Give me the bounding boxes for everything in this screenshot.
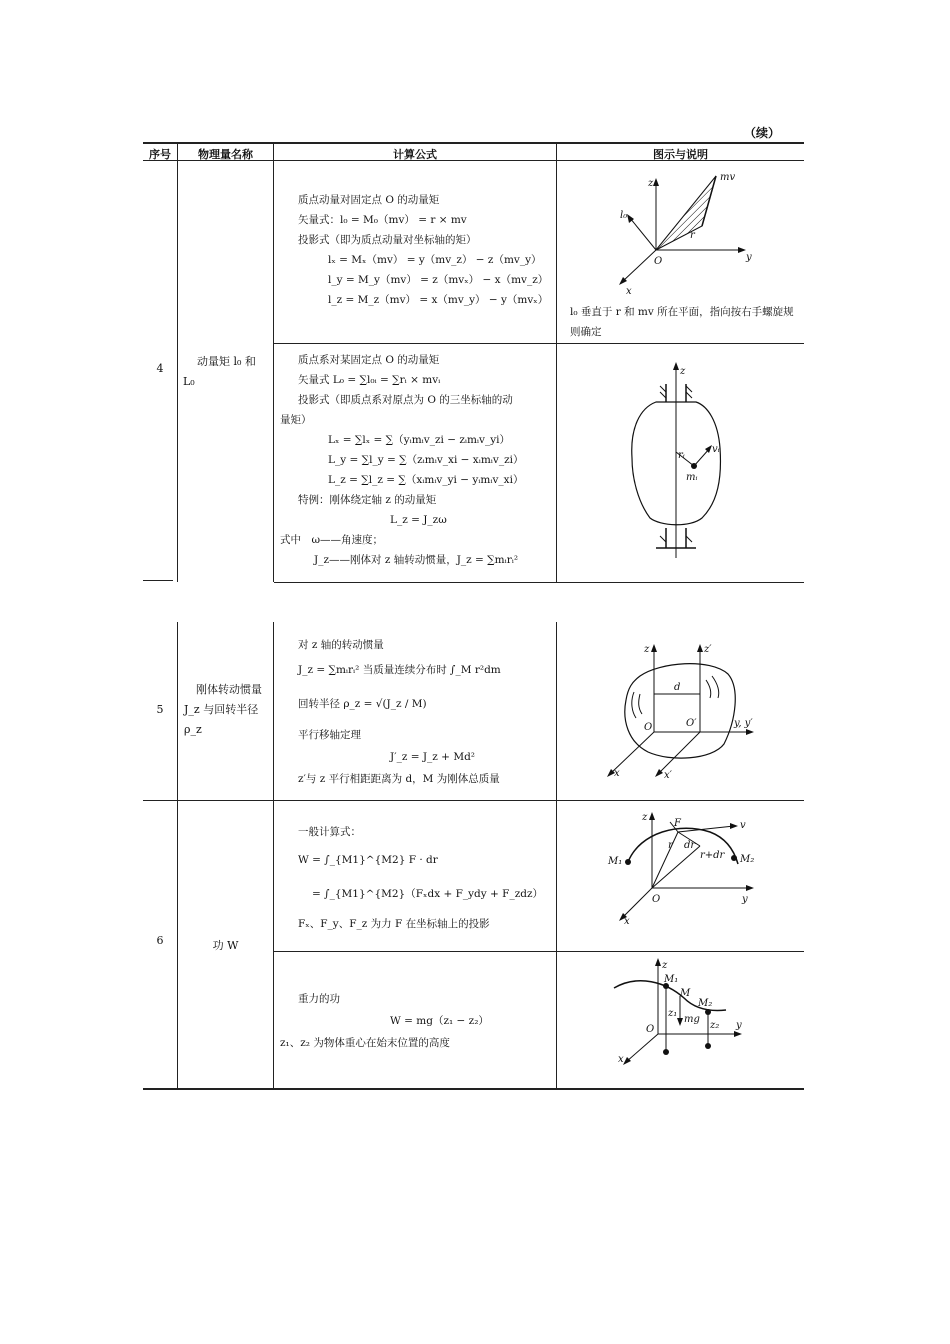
fig-label: rᵢ xyxy=(678,450,685,461)
row5-bottom-rule xyxy=(143,800,804,801)
table1-bottom-rule-right xyxy=(274,582,804,583)
fig-label: z xyxy=(644,644,650,655)
fig-label: z xyxy=(642,812,648,823)
row6a-formula xyxy=(280,820,543,936)
formula-line: W = ∫_{M1}^{M2} F · dr xyxy=(298,854,438,866)
fig-label: mᵢ xyxy=(686,472,698,483)
angular-momentum-particle-diagram xyxy=(590,168,770,298)
row6b-formula xyxy=(280,988,489,1054)
fig-label: O xyxy=(652,894,661,905)
fig-label: x xyxy=(624,916,630,927)
fig-label: mg xyxy=(684,1014,700,1025)
fig-label: M xyxy=(680,988,691,999)
formula-line: 式中 ω——角速度； xyxy=(280,534,384,546)
header-figure: 图示与说明 xyxy=(653,148,708,161)
row5-name-line3: ρ_z xyxy=(184,723,202,736)
fig-label: v xyxy=(740,820,746,831)
formula-line: Fₓ、F_y、F_z 为力 F 在坐标轴上的投影 xyxy=(298,918,490,930)
fig-label: r xyxy=(668,840,673,851)
fig-label: r+dr xyxy=(700,850,725,861)
formula-line: 回转半径 ρ_z = √(J_z / M) xyxy=(298,698,427,710)
formula-line: L_z = ∑l_z = ∑（xᵢmᵢv_yi − yᵢmᵢv_xi） xyxy=(328,474,524,486)
row6-name: 功 W xyxy=(212,939,239,952)
row4-split-rule xyxy=(274,343,804,344)
formula-line: J_z = ∑mᵢrᵢ² 当质量连续分布时 ∫_M r²dm xyxy=(298,664,501,676)
row5-number: 5 xyxy=(156,703,164,716)
formula-line: L_y = ∑l_y = ∑（zᵢmᵢv_xi − xᵢmᵢv_zi） xyxy=(328,454,524,466)
formula-line: z′与 z 平行相距距离为 d，M 为刚体总质量 xyxy=(298,773,500,785)
fig-label: mv xyxy=(720,172,736,183)
fig-label: x xyxy=(626,286,632,297)
col-divider-2b xyxy=(273,622,274,1090)
header-no: 序号 xyxy=(149,148,171,161)
fig-label: y, y′ xyxy=(734,718,753,729)
fig-label: z₂ xyxy=(710,1020,720,1031)
formula-line: J_z——刚体对 z 轴转动惯量，J_z = ∑mᵢrᵢ² xyxy=(314,554,519,566)
work-general-diagram xyxy=(600,812,780,932)
col-divider-3 xyxy=(556,142,557,582)
formula-line: 对 z 轴的转动惯量 xyxy=(298,639,384,651)
row6-split-rule xyxy=(274,951,804,952)
formula-line: lₓ = Mₓ（mv） = y（mv_z） − z（mv_y） xyxy=(328,254,542,266)
row4a-formula xyxy=(280,190,548,310)
row4a-note: l₀ 垂直于 r 和 mv 所在平面，指向按右手螺旋规则确定 xyxy=(570,306,794,338)
table1-bottom-rule xyxy=(143,580,173,581)
fig-label: M₂ xyxy=(740,854,755,865)
formula-line: 特例：刚体绕定轴 z 的动量矩 xyxy=(298,494,437,506)
formula-line: J′_z = J_z + Md² xyxy=(390,751,475,763)
table-top-rule xyxy=(143,142,804,144)
formula-line: 矢量式 L₀ = ∑l₀ᵢ = ∑rᵢ × mvᵢ xyxy=(298,374,441,386)
rigid-body-axis-diagram xyxy=(610,362,740,562)
table2-bottom-rule xyxy=(143,1088,804,1090)
formula-line: 量矩） xyxy=(280,414,312,426)
fig-label: M₁ xyxy=(664,974,679,985)
row5-formula xyxy=(280,634,501,790)
col-divider-1 xyxy=(177,142,178,582)
fig-label: l₀ xyxy=(620,210,628,221)
col-divider-1b xyxy=(177,622,178,1090)
row4b-formula xyxy=(280,350,523,570)
fig-label: z xyxy=(648,178,654,189)
formula-line: 重力的功 xyxy=(298,993,340,1005)
fig-label: O xyxy=(654,256,663,267)
fig-label: r xyxy=(690,230,695,241)
formula-line: 投影式（即质点系对原点为 O 的三坐标轴的动 xyxy=(298,394,513,406)
header-formula: 计算公式 xyxy=(393,148,437,161)
fig-label: z xyxy=(662,960,668,971)
col-divider-3b xyxy=(556,622,557,1090)
formula-line: = ∫_{M1}^{M2}（Fₓdx + F_ydy + F_zdz） xyxy=(312,888,544,900)
row5-name-line2: J_z 与回转半径 xyxy=(184,703,259,716)
formula-line: Lₓ = ∑lₓ = ∑（yᵢmᵢv_zi − zᵢmᵢv_yi） xyxy=(328,434,511,446)
fig-label: x xyxy=(618,1054,624,1065)
fig-label: y xyxy=(746,252,752,263)
fig-label: O xyxy=(644,722,653,733)
formula-line: l_y = M_y（mv） = z（mvₓ） − x（mv_z） xyxy=(328,274,549,286)
fig-label: z xyxy=(680,366,686,377)
fig-label: M₁ xyxy=(608,856,623,867)
header-name: 物理量名称 xyxy=(198,148,253,161)
fig-label: x xyxy=(614,768,620,779)
parallel-axis-diagram xyxy=(600,640,780,785)
row6-number: 6 xyxy=(156,934,164,947)
col-divider-2 xyxy=(273,142,274,582)
formula-line: l_z = M_z（mv） = x（mv_y） − y（mvₓ） xyxy=(328,294,549,306)
fig-label: O′ xyxy=(686,718,697,729)
work-gravity-diagram xyxy=(604,958,774,1070)
row5-name xyxy=(184,680,262,740)
row4-number: 4 xyxy=(156,362,164,375)
formula-line: 投影式（即为质点动量对坐标轴的矩） xyxy=(298,234,477,246)
fig-label: F xyxy=(674,818,681,829)
row4-name xyxy=(183,352,256,392)
fig-label: z₁ xyxy=(668,1008,678,1019)
formula-line: W = mg（z₁ − z₂） xyxy=(390,1015,489,1027)
formula-line: 质点系对某固定点 O 的动量矩 xyxy=(298,354,440,366)
fig-label: dr xyxy=(684,840,696,851)
formula-line: 平行移轴定理 xyxy=(298,729,361,741)
row5-name-line1: 刚体转动惯量 xyxy=(196,683,262,696)
row4-name-line1: 动量矩 l₀ 和 xyxy=(197,355,256,368)
fig-label: z′ xyxy=(704,644,712,655)
formula-line: 矢量式：l₀ = M₀（mv） = r × mv xyxy=(298,214,467,226)
fig-label: x′ xyxy=(664,770,672,781)
fig-label: d xyxy=(674,682,681,693)
continued-label: （续） xyxy=(744,126,781,140)
fig-label: y xyxy=(742,894,748,905)
fig-label: vᵢ xyxy=(712,444,720,455)
fig-label: y xyxy=(736,1020,742,1031)
formula-line: 一般计算式： xyxy=(298,826,361,838)
formula-line: L_z = J_zω xyxy=(390,514,447,526)
formula-line: z₁、z₂ 为物体重心在始末位置的高度 xyxy=(280,1037,450,1049)
formula-line: 质点动量对固定点 O 的动量矩 xyxy=(298,194,440,206)
row4-name-line2: L₀ xyxy=(183,375,195,388)
fig-label: O xyxy=(646,1024,655,1035)
fig-label: M₂ xyxy=(698,998,713,1009)
